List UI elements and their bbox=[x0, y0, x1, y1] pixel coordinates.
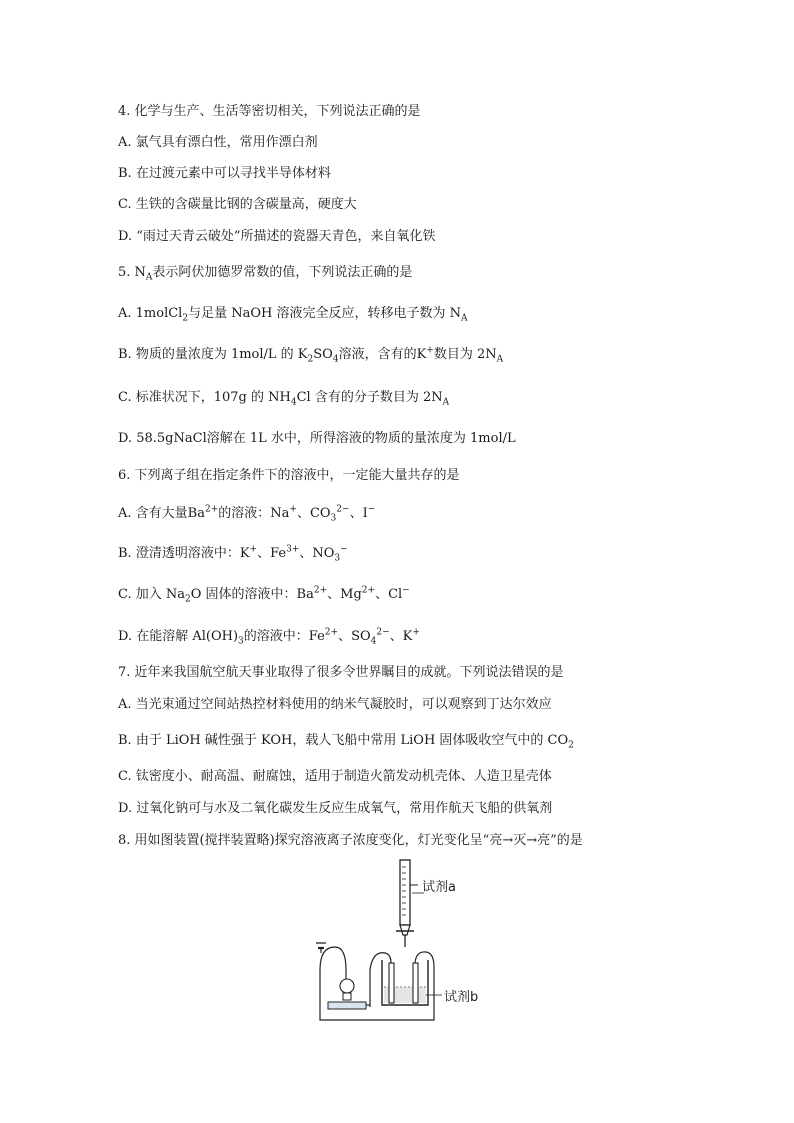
burette-stopcock bbox=[400, 925, 410, 935]
q6-option-c: C. 加入 $Na_2O$ 固体的溶液中：$Ba^{2+}$、$Mg^{2+}$、Cl− bbox=[118, 585, 410, 605]
q7-option-b: B. 由于 LiOH 碱性强于 KOH，载人飞船中常用 LiOH 固体吸收空气中的 $CO_2$ bbox=[118, 733, 574, 751]
q7-option-a: A. 当光束通过空间站热控材料使用的纳米气凝胶时，可以观察到丁达尔效应 bbox=[118, 697, 552, 712]
q6-option-d: D. 在能溶解 $Al(OH)_3$的溶液中：$Fe^{2+}$、$SO_4^{2-}$、K+ bbox=[118, 627, 420, 647]
q5-option-d: D. 58.5gNaCl溶解在 1L 水中，所得溶液的物质的量浓度为 1mol/L bbox=[118, 431, 516, 446]
q4-option-d: D. “雨过天青云破处”所描述的瓷器天青色，来自氧化铁 bbox=[118, 229, 436, 244]
q6-option-a: A. 含有大量$Ba^{2+}$的溶液：Na+、$CO_3^{2-}$、I− bbox=[118, 504, 376, 524]
q5-stem: 5. $N_A$表示阿伏加德罗常数的值，下列说法正确的是 bbox=[118, 265, 413, 283]
electrode-left bbox=[389, 963, 394, 1003]
q7-stem: 7. 近年来我国航空航天事业取得了很多令世界瞩目的成就。下列说法错误的是 bbox=[118, 665, 564, 680]
electrode-right bbox=[413, 963, 418, 1003]
label-reagent-b: 试剂b bbox=[444, 990, 479, 1005]
q7-option-d: D. 过氧化钠可与水及二氧化碳发生反应生成氧气，常用作航天飞船的供氧剂 bbox=[118, 801, 553, 816]
q5-option-a: A. 1molCl$_2$与足量 NaOH 溶液完全反应，转移电子数为 $N_A$ bbox=[118, 306, 468, 324]
q4-option-c: C. 生铁的含碳量比钢的含碳量高，硬度大 bbox=[118, 197, 357, 212]
label-reagent-a: 试剂a bbox=[422, 880, 456, 895]
q6-option-b: B. 澄清透明溶液中：K+、$Fe^{3+}$、$NO_3^-$ bbox=[118, 544, 348, 564]
q5-option-b: B. 物质的量浓度为 1mol/L 的 $K_2SO_4$溶液，含有的K+数目为 $2N_A$ bbox=[118, 345, 504, 365]
q4-option-a: A. 氯气具有漂白性，常用作漂白剂 bbox=[118, 135, 318, 150]
q5-option-c: C. 标准状况下，107g 的 $NH_4Cl$ 含有的分子数目为 $2N_A$ bbox=[118, 390, 450, 408]
q8-stem: 8. 用如图装置(搅拌装置略)探究溶液离子浓度变化，灯光变化呈“亮→灭→亮”的是 bbox=[118, 833, 583, 848]
light-bulb bbox=[340, 979, 354, 993]
bulb-base-board bbox=[328, 1002, 366, 1009]
conductivity-apparatus-figure bbox=[300, 855, 510, 1025]
q6-stem: 6. 下列离子组在指定条件下的溶液中，一定能大量共存的是 bbox=[118, 468, 460, 483]
q4-stem: 4. 化学与生产、生活等密切相关，下列说法正确的是 bbox=[118, 104, 421, 119]
q7-option-c: C. 钛密度小、耐高温、耐腐蚀，适用于制造火箭发动机壳体、人造卫星壳体 bbox=[118, 769, 552, 784]
q4-option-b: B. 在过渡元素中可以寻找半导体材料 bbox=[118, 166, 331, 181]
